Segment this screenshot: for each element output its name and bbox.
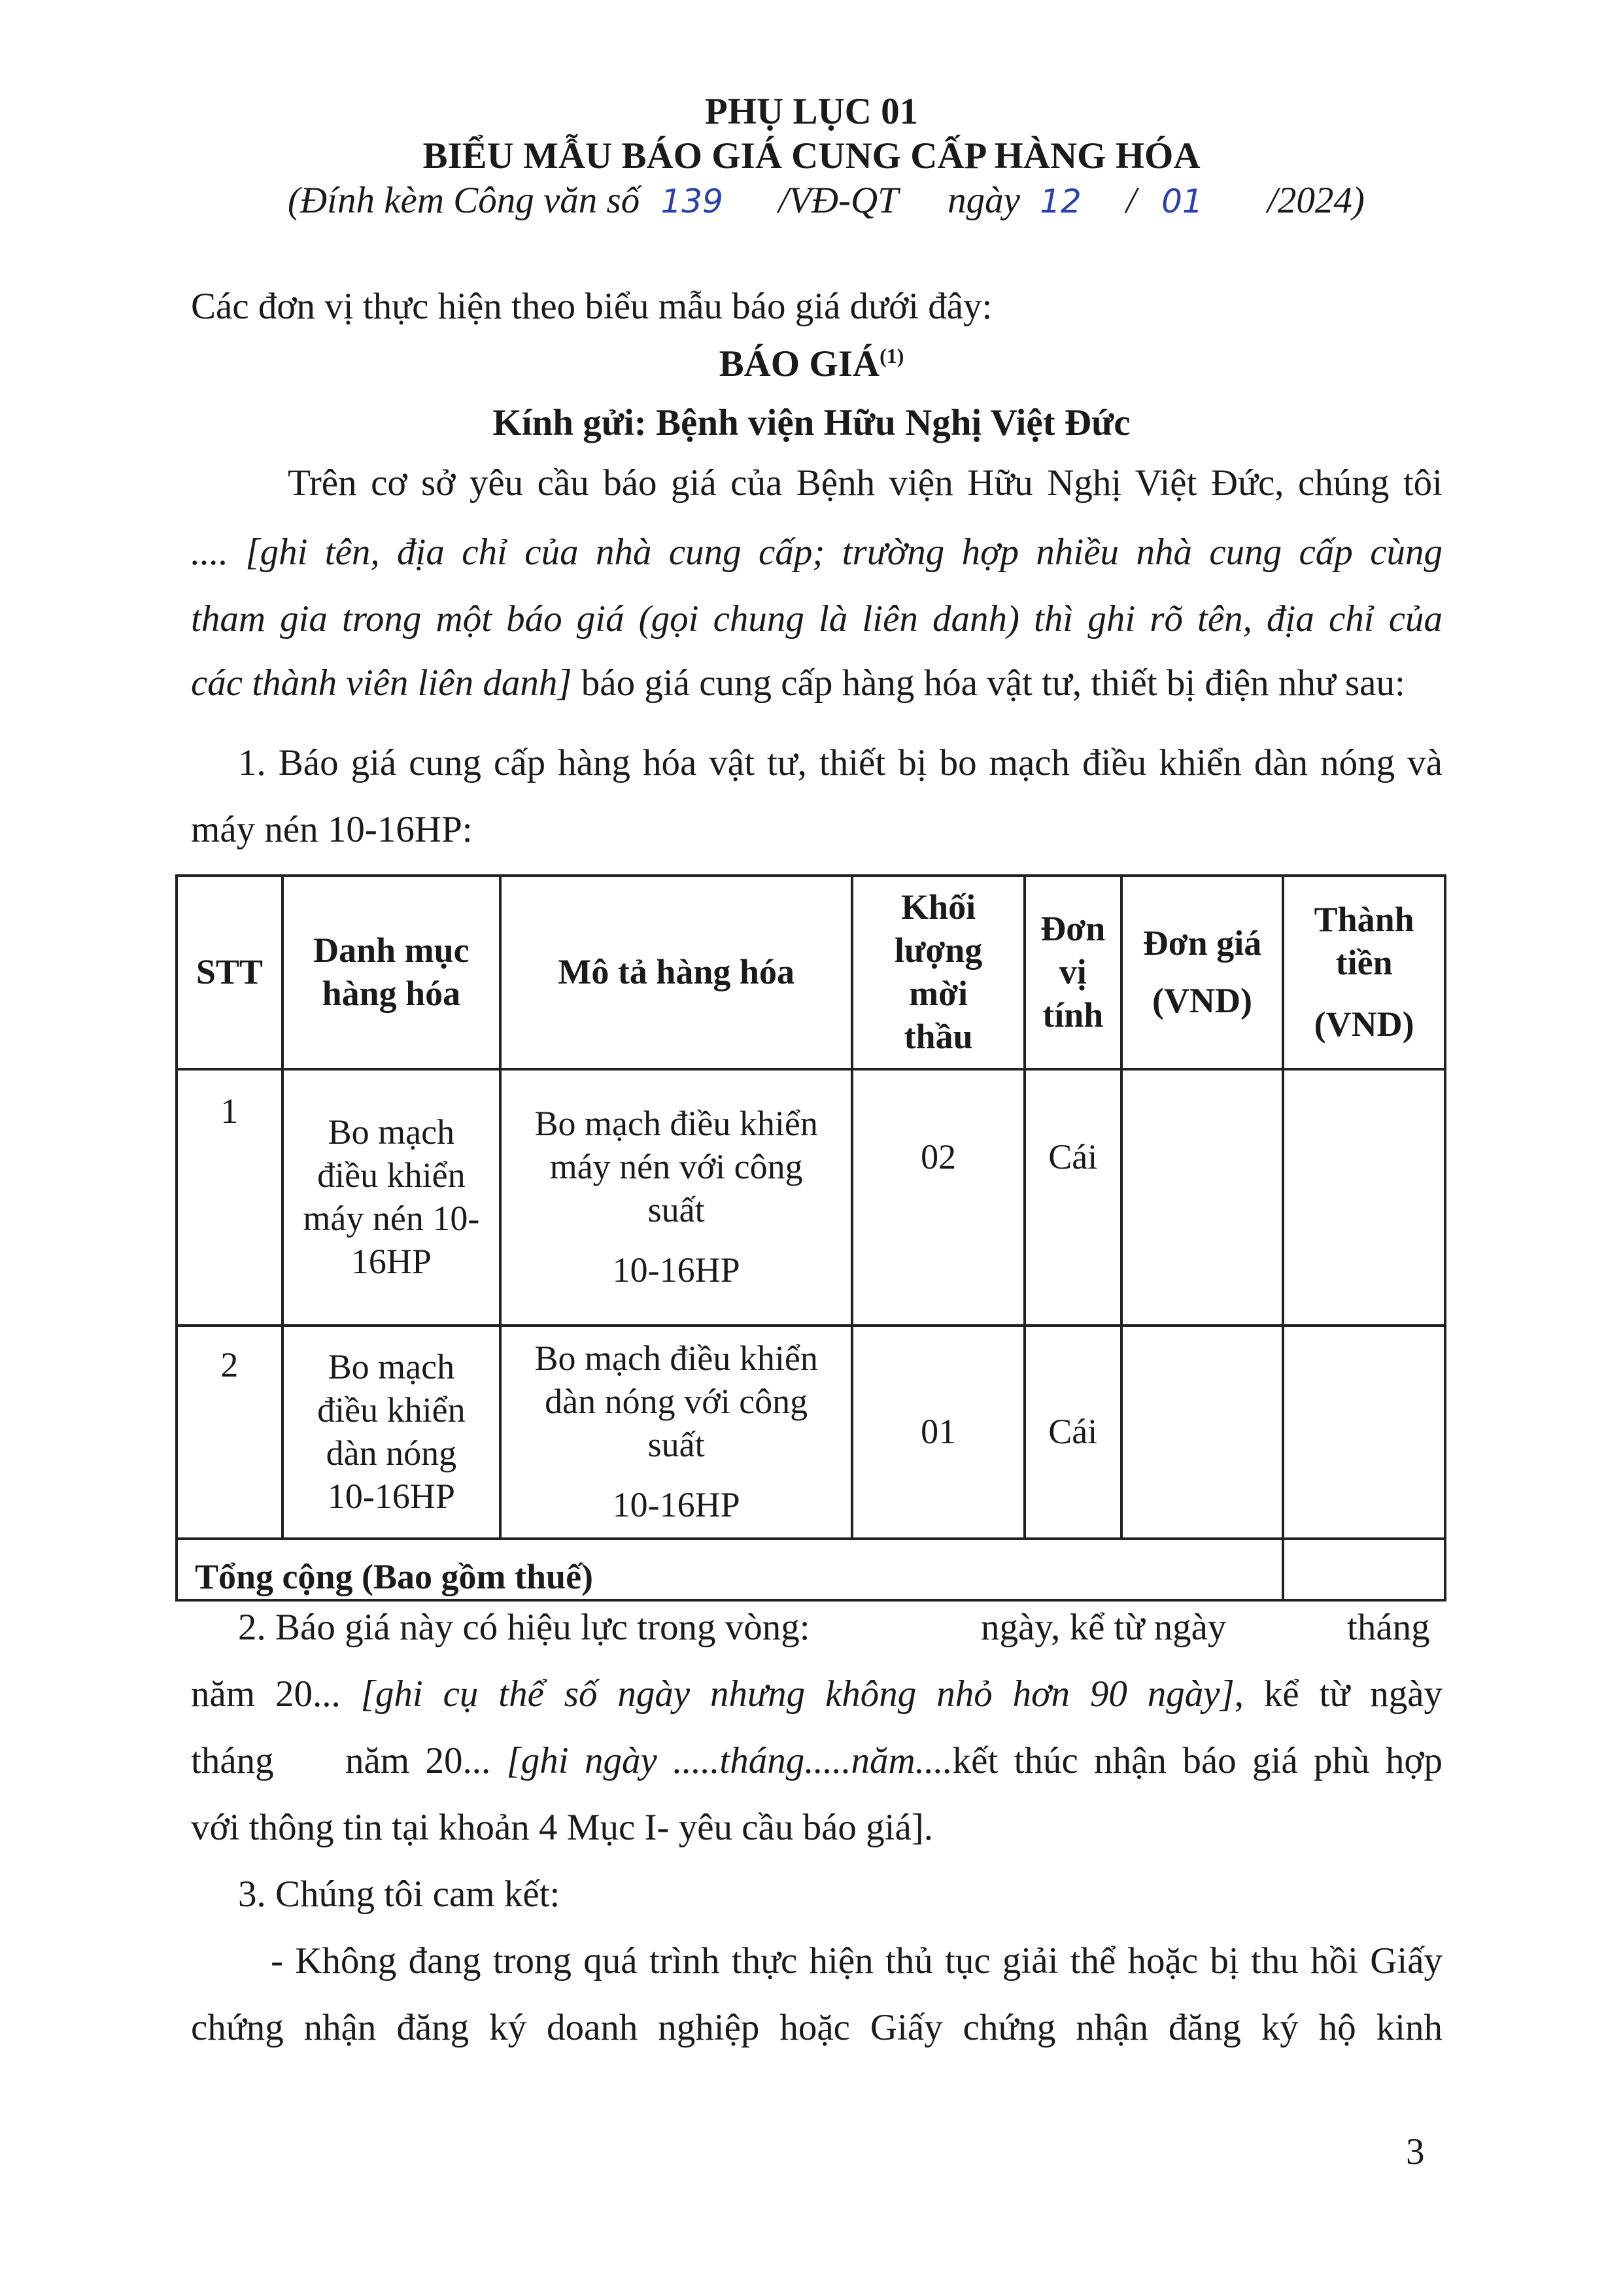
para1-line4 <box>191 664 1405 702</box>
item2-line2 <box>191 1675 1443 1713</box>
item2-line3-a: tháng <box>191 1740 274 1781</box>
para1-line4-italic: các thành viên liên danh] <box>191 662 572 704</box>
header-category: Danh mục hàng hóa <box>282 876 500 1069</box>
footnote-marker: (1) <box>880 344 904 368</box>
item2-line1-a: 2. Báo giá này có hiệu lực trong vòng: <box>238 1607 810 1648</box>
header-description: Mô tả hàng hóa <box>500 876 852 1069</box>
row1-unit-price <box>1121 1069 1284 1326</box>
item2-line3-b: năm 20... <box>345 1740 491 1781</box>
item2-line2-italic: [ghi cụ thể số ngày nhưng không nhỏ hơn 90 ngày] <box>360 1673 1235 1715</box>
row1-name: Bo mạch điều khiển máy nén 10- 16HP <box>282 1069 500 1326</box>
handwritten-doc-number: 139 <box>660 182 723 220</box>
date-label: ngày <box>948 180 1020 221</box>
header-unit-price: Đơn giá (VND) <box>1121 876 1284 1069</box>
page-number: 3 <box>1406 2131 1425 2172</box>
row1-stt: 1 <box>177 1069 282 1326</box>
doc-code: /VĐ-QT <box>778 180 898 221</box>
attachment-prefix: (Đính kèm Công văn số <box>288 180 640 221</box>
row2-unit-price <box>1121 1326 1284 1539</box>
para1-line3: tham gia trong một báo giá (gọi chung là liên danh) thì ghi rõ tên, địa chỉ của <box>191 598 1443 640</box>
table-total-row <box>177 1539 1445 1600</box>
row1-description: Bo mạch điều khiển máy nén với công suất 10-16HP <box>500 1069 852 1326</box>
row2-total <box>1283 1326 1445 1539</box>
intro-line: Các đơn vị thực hiện theo biểu mẫu báo giá dưới đây: <box>191 286 993 327</box>
item1-line1: 1. Báo giá cung cấp hàng hóa vật tư, thiết bị bo mạch điều khiển dàn nóng và <box>238 742 1443 783</box>
header-quantity: Khối lượng mời thầu <box>852 876 1025 1069</box>
header-unit: Đơn vị tính <box>1025 876 1121 1069</box>
row2-quantity: 01 <box>852 1326 1025 1539</box>
grand-total <box>1283 1539 1445 1600</box>
appendix-heading: PHỤ LỤC 01 <box>704 91 919 132</box>
handwritten-day: 12 <box>1040 182 1082 220</box>
quote-title-text: BÁO GIÁ <box>719 343 880 385</box>
quote-table <box>175 874 1446 1602</box>
item2-line3-italic: [ghi ngày .....tháng.....năm.... <box>506 1740 953 1781</box>
row1-quantity: 02 <box>852 1069 1025 1326</box>
para1-line1: Trên cơ sở yêu cầu báo giá của Bệnh viện Hữu Nghị Việt Đức, chúng tôi <box>288 462 1443 504</box>
handwritten-month: 01 <box>1161 182 1203 220</box>
header-total: Thành tiền (VND) <box>1283 876 1445 1069</box>
row2-stt: 2 <box>177 1326 282 1539</box>
date-separator: / <box>1126 180 1136 221</box>
header-stt: STT <box>177 876 282 1069</box>
row2-name: Bo mạch điều khiển dàn nóng 10-16HP <box>282 1326 500 1539</box>
row1-total <box>1283 1069 1445 1326</box>
item2-line3-c: kết thúc nhận báo giá phù hợp <box>952 1740 1443 1781</box>
item2-line3 <box>345 1742 1443 1779</box>
table-row <box>177 1069 1445 1326</box>
recipient-line: Kính gửi: Bệnh viện Hữu Nghị Việt Đức <box>492 402 1131 443</box>
table-header-row <box>177 876 1445 1069</box>
form-title: BIỂU MẪU BÁO GIÁ CUNG CẤP HÀNG HÓA <box>422 135 1201 177</box>
item2-line1-b: ngày, kể từ ngày <box>981 1607 1227 1648</box>
para1-line2: .... [ghi tên, địa chỉ của nhà cung cấp; trường hợp nhiều nhà cung cấp cùng <box>191 532 1443 573</box>
item2-line1-c: tháng <box>1347 1607 1430 1648</box>
table-row <box>177 1326 1445 1539</box>
item2-line2-b: , kể từ ngày <box>1234 1673 1443 1715</box>
item2-line2-a: năm 20... <box>191 1673 341 1715</box>
total-label: Tổng cộng (Bao gồm thuế) <box>177 1539 1283 1600</box>
row2-unit: Cái <box>1025 1326 1121 1539</box>
year-suffix: /2024) <box>1267 180 1365 221</box>
item3-bullet1-line2: chứng nhận đăng ký doanh nghiệp hoặc Giấy chứng nhận đăng ký hộ kinh <box>191 2007 1443 2048</box>
item1-line2: máy nén 10-16HP: <box>191 809 473 850</box>
row1-unit: Cái <box>1025 1069 1121 1326</box>
item3-heading: 3. Chúng tôi cam kết: <box>238 1874 560 1915</box>
attachment-line <box>288 182 1365 219</box>
item3-bullet1-line1: - Không đang trong quá trình thực hiện thủ tục giải thể hoặc bị thu hồi Giấy <box>271 1940 1443 1981</box>
row2-description: Bo mạch điều khiển dàn nóng với công suất 10-16HP <box>500 1326 852 1539</box>
quote-title <box>0 345 1623 383</box>
item2-line4: với thông tin tại khoản 4 Mục I- yêu cầu báo giá]. <box>191 1807 934 1848</box>
para1-line4-rest: báo giá cung cấp hàng hóa vật tư, thiết bị điện như sau: <box>572 662 1405 704</box>
